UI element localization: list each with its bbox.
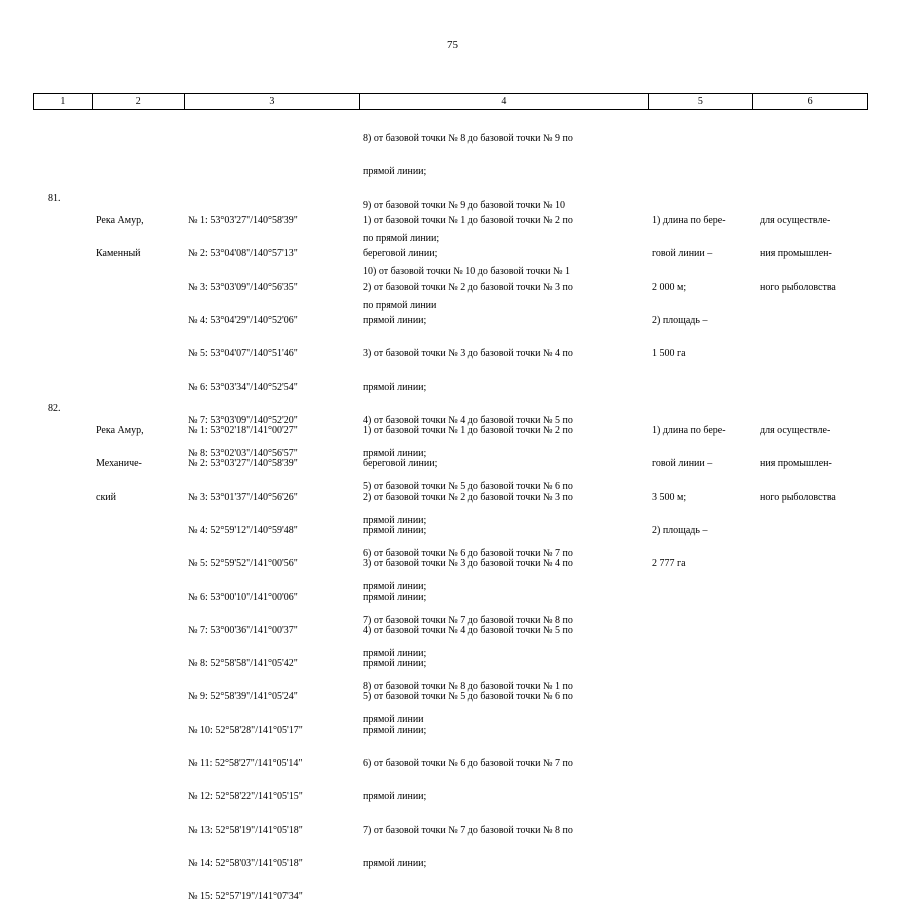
boundary-line: береговой линии;	[363, 248, 438, 260]
size-line: 2 000 м;	[652, 281, 687, 293]
row-number: 81.	[48, 193, 61, 204]
point-line: № 4: 53°04'29"/140°52'06"	[188, 315, 298, 327]
point-line: № 6: 53°00'10"/141°00'06"	[188, 591, 298, 603]
boundary-line: прямой линии;	[363, 724, 427, 736]
header-col-6: 6	[752, 94, 867, 109]
boundary-line: 6) от базовой точки № 6 до базовой точки № 7 по	[363, 548, 573, 559]
boundary-line: 4) от базовой точки № 4 до базовой точки № 5 по	[363, 624, 573, 636]
boundary-line: 1) от базовой точки № 1 до базовой точки № 2 по	[363, 215, 573, 227]
point-line: № 3: 53°03'09"/140°56'35"	[188, 281, 298, 293]
point-line: № 8: 53°02'03"/140°56'57"	[188, 448, 298, 460]
area-name-line: Каменный	[96, 248, 141, 260]
table-body	[0, 111, 905, 903]
boundary-line: прямой линии;	[363, 791, 427, 803]
point-line: № 8: 52°58'58"/141°05'42"	[188, 658, 298, 670]
purpose-line: ния промышлен-	[760, 458, 832, 470]
size-cell	[652, 193, 726, 382]
point-line: № 15: 52°57'19"/141°07'34"	[188, 891, 303, 903]
size-cell	[652, 403, 726, 592]
purpose-cell	[760, 193, 836, 315]
purpose-line: ного рыболовства	[760, 281, 836, 293]
boundary-line: 5) от базовой точки № 5 до базовой точки № 6 по	[363, 691, 573, 703]
header-col-5: 5	[648, 94, 753, 109]
boundary-line: прямой линии;	[363, 857, 427, 869]
size-line: 1 500 га	[652, 348, 686, 360]
boundary-line: 3) от базовой точки № 3 до базовой точки № 4 по	[363, 348, 573, 360]
boundaries-cell	[363, 403, 573, 891]
boundary-line: по прямой линии	[363, 299, 437, 311]
area-name-line: ский	[96, 491, 116, 503]
point-line: № 1: 53°03'27"/140°58'39"	[188, 215, 298, 227]
boundary-line: прямой линии;	[363, 514, 427, 526]
boundary-line: 8) от базовой точки № 8 до базовой точки № 1 по	[363, 681, 573, 693]
area-name-cell	[96, 193, 144, 282]
boundary-line: прямой линии	[363, 714, 424, 726]
boundary-line: 4) от базовой точки № 4 до базовой точки № 5 по	[363, 414, 573, 426]
boundary-line: 2) от базовой точки № 2 до базовой точки № 3 по	[363, 281, 573, 293]
boundary-line: 1) от базовой точки № 1 до базовой точки № 2 по	[363, 425, 573, 437]
size-line: говой линии –	[652, 458, 713, 470]
size-line: 2) площадь –	[652, 315, 708, 327]
header-col-2: 2	[92, 94, 184, 109]
header-col-3: 3	[184, 94, 360, 109]
point-line: № 5: 52°59'52"/141°00'56"	[188, 558, 298, 570]
size-line: 2) площадь –	[652, 525, 708, 537]
area-name-line: Река Амур,	[96, 215, 144, 227]
area-name-line: Река Амур,	[96, 425, 144, 437]
purpose-line: для осуществле-	[760, 215, 831, 227]
purpose-cell	[760, 403, 836, 525]
purpose-line: ния промышлен-	[760, 248, 832, 260]
point-line: № 7: 53°00'36"/141°00'37"	[188, 624, 298, 636]
point-line: № 11: 52°58'27"/141°05'14"	[188, 758, 303, 769]
point-line: № 9: 52°58'39"/141°05'24"	[188, 691, 298, 703]
size-line: 2 777 га	[652, 558, 686, 570]
point-line: № 6: 53°03'34"/140°52'54"	[188, 381, 298, 393]
boundary-line: 2) от базовой точки № 2 до базовой точки № 3 по	[363, 491, 573, 503]
point-line: № 4: 52°59'12"/140°59'48"	[188, 525, 298, 537]
point-line: № 5: 53°04'07"/140°51'46"	[188, 348, 298, 360]
boundary-line: прямой линии;	[363, 591, 427, 603]
boundary-line: 6) от базовой точки № 6 до базовой точки № 7 по	[363, 758, 573, 769]
boundary-line: прямой линии;	[363, 448, 427, 460]
point-line: № 2: 53°04'08"/140°57'13"	[188, 248, 298, 260]
boundary-line: 3) от базовой точки № 3 до базовой точки № 4 по	[363, 558, 573, 570]
purpose-line: для осуществле-	[760, 425, 831, 437]
boundary-line: прямой линии;	[363, 581, 427, 593]
boundary-line: 8) от базовой точки № 8 до базовой точки № 9 по	[363, 133, 573, 145]
boundary-line: прямой линии;	[363, 166, 427, 178]
boundary-line: 5) от базовой точки № 5 до базовой точки № 6 по	[363, 481, 573, 493]
point-line: № 1: 53°02'18"/141°00'27"	[188, 425, 298, 437]
header-col-4: 4	[359, 94, 647, 109]
boundary-line: 7) от базовой точки № 7 до базовой точки № 8 по	[363, 824, 573, 836]
table-header	[33, 93, 868, 110]
point-line: № 3: 53°01'37"/140°56'26"	[188, 491, 298, 503]
area-name-line: Механиче-	[96, 458, 142, 470]
boundary-line: прямой линии;	[363, 658, 427, 670]
page-number: 75	[447, 39, 458, 51]
boundary-line: 7) от базовой точки № 7 до базовой точки № 8 по	[363, 614, 573, 626]
point-line: № 14: 52°58'03"/141°05'18"	[188, 857, 303, 869]
area-name-cell	[96, 403, 144, 525]
point-line: № 13: 52°58'19"/141°05'18"	[188, 824, 303, 836]
boundary-line: прямой линии;	[363, 525, 427, 537]
header-col-1: 1	[60, 96, 66, 107]
size-line: говой линии –	[652, 248, 713, 260]
boundary-line: по прямой линии;	[363, 233, 440, 245]
boundary-line: прямой линии;	[363, 315, 427, 327]
boundary-line: береговой линии;	[363, 458, 438, 470]
boundary-line: 10) от базовой точки № 10 до базовой точки № 1	[363, 266, 571, 278]
size-line: 3 500 м;	[652, 491, 687, 503]
points-cell	[188, 403, 303, 924]
boundary-line: прямой линии;	[363, 381, 427, 393]
point-line: № 12: 52°58'22"/141°05'15"	[188, 791, 303, 803]
point-line: № 10: 52°58'28"/141°05'17"	[188, 724, 303, 736]
boundary-line: прямой линии;	[363, 647, 427, 659]
row-number: 82.	[48, 403, 61, 414]
size-line: 1) длина по бере-	[652, 425, 726, 437]
point-line: № 2: 53°03'27"/140°58'39"	[188, 458, 298, 470]
purpose-line: ного рыболовства	[760, 491, 836, 503]
point-line: № 7: 53°03'09"/140°52'20"	[188, 414, 298, 426]
size-line: 1) длина по бере-	[652, 215, 726, 227]
boundary-line: 9) от базовой точки № 9 до базовой точки № 10	[363, 199, 566, 211]
